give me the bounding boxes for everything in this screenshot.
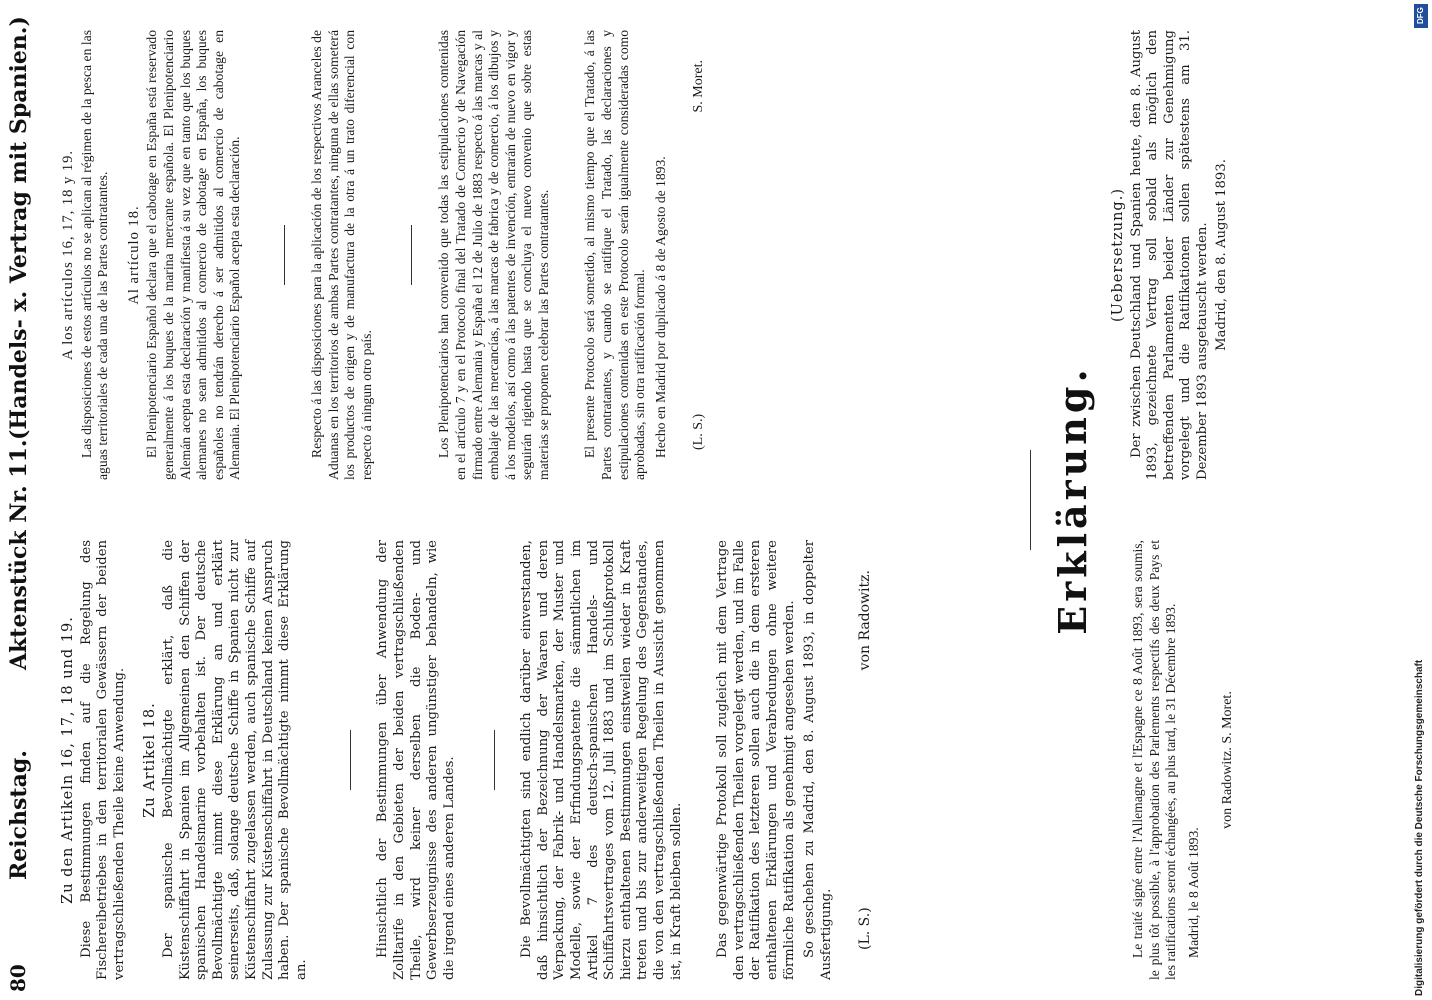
french-signers: von Radowitz. S. Moret. (1220, 691, 1236, 829)
header-left-title: Reichstag. (6, 750, 32, 880)
separator (350, 730, 351, 790)
digitization-credit: Digitalisierung gefördert durch die Deutsche Forschungsgemeinschaft (1414, 659, 1425, 996)
title-rule (1030, 450, 1031, 550)
spanish-art-heading: A los artículos 16, 17, 18 y 19. (60, 149, 76, 361)
german-declaration (1110, 30, 1230, 480)
separator (284, 225, 285, 285)
header-right-title: (Handels- x. Vertrag mit Spanien.) (6, 16, 32, 440)
spanish-art18-heading: Al artículo 18. (125, 205, 142, 305)
french-place-date: Madrid, le 8 Août 1893. (1185, 827, 1201, 958)
german-closing: So geschehen zu Madrid, den 8. August 1893, in doppelter Ausfertigung. (802, 540, 834, 980)
separator (411, 225, 412, 285)
german-art18-text: Der spanische Bevollmächtigte erklärt, daß die Küstenschiffahrt in Spanien im Allgemeinen den Schiffen der spanischen Handelsmarine vorbehalten ist. Der deutsche Bevollmächtigte nimmt diese Erklärung an und erklärt seinerseits, daß, solange deutsche Schiffe in Spanien nicht zur Küstenschiffahrt zugelassen werden, auch spanische Schiffe auf Zulassung zur Küstenschiffahrt in Deutschland keinen Anspruch haben. Der spanische Bevollmächtigte nimmt diese Erklärung an. (160, 540, 309, 980)
spanish-plenip-text: Los Plenipotenciarios han convenido que todas las estipulaciones contenidas en el artículo 7 y en el Protocolo final del Tratado de Comercio y de Navegación firmado entre Alemania y España el 12 de Julio de 1883 respecto á las marcas y al embalaje de las mercancías, á las marcas de fabrica y de comercio, á los dibujos y á los modelos, así como á las patentes de invención, entrarán de nuevo en vigor y seguirán rigiendo hasta que se concluya el nuevo convenio que sobre estas materias se proponen celebrar las Partes contratantes. (436, 30, 551, 480)
german-art-heading: Zu den Artikeln 16, 17, 18 und 19. (60, 616, 76, 904)
german-declaration-place-date: Madrid, den 8. August 1893. (1213, 159, 1229, 351)
separator (494, 730, 495, 790)
german-protokoll-text: Das gegenwärtige Protokoll soll zugleich mit dem Vertrage den vertragschließenden Theilen vorgelegt werden, und im Falle der Ratifikation des letzteren sollen auch die in dem ersteren enthaltenen Erklärungen und Verabredungen ohne weitere förmliche Ratifikation als genehmigt angesehen werden. (715, 540, 797, 980)
german-art-text: Diese Bestimmungen finden auf die Regelung des Fischereibetriebes in den territorialen Gewässern der beiden vertragschließenden Theile keine Anwendung. (78, 540, 127, 980)
spanish-art-text: Las disposiciones de estos artículos no se aplican al régimen de la pesca en las aguas territoriales de cada una de las Partes contratantes. (78, 30, 111, 480)
page-number: 80 (6, 964, 30, 992)
spanish-seal: (L. S.) (691, 413, 707, 450)
spanish-art18-text: El Plenipotenciario Español declara que el cabotage en España está reservado generalmente á los buques de la marina mercante española. El Plenipotenciario Alemán acepta esta declaración y manifiesta á su vez que en tanto que los buques alemanes no sean admitidos al comercio de cabotage en España, los buques españoles no tendrán derecho á ser admitidos al comercio de cabotage en Alemania. El Plenipotenciario Español acepta esta declaración. (144, 30, 243, 480)
spanish-aranceles-text: Respecto á las disposiciones para la aplicación de los respectivos Aranceles de Aduanas en los territorios de ambas Partes contratantes, ninguna de ellas someterá los productos de origen y de manufactura de la otra á un trato diferencial con respecto á ningun otro país. (308, 30, 374, 480)
german-signature-block (849, 540, 874, 980)
spanish-protocolo-text: El presente Protocolo será sometido, al mismo tiempo que el Tratado, á las Partes contratantes, y cuando se ratifique el Tratado, las declaraciones y estipulaciones contenidas en este Protocolo serán igualmente consideradas como aprobadas, sin otra ratificación formal. (582, 30, 648, 480)
german-declaration-text: Der zwischen Deutschland und Spanien heute, den 8. August 1893, gezeichnete Vertrag soll sobald als möglich den betreffenden Parlamenten beider Länder zur Genehmigung vorgelegt und die Ratifikationen sollen spätestens am 31. Dezember 1893 ausgetauscht werden. (1128, 30, 1210, 480)
german-seal: (L. S.) (857, 907, 874, 950)
german-declaration-heading: (Uebersetzung.) (1110, 188, 1126, 322)
spanish-signer: S. Moret. (691, 60, 707, 113)
german-column (60, 540, 874, 980)
header-actenstueck: Aktenstück Nr. 11. (6, 439, 32, 670)
german-bevoll-text: Die Bevollmächtigten sind endlich darüber einverstanden, daß hinsichtlich der Bezeichnung der Waaren und deren Verpackung, der Fabrik- und Handelsmarken, der Muster und Modelle, sowie der Erfindungspatente die sämmtlichen im Artikel 7 des deutsch-spanischen Handels- und Schiffahrtsvertrages vom 12. Juli 1883 und im Schlußprotokoll hierzu enthaltenen Bestimmungen einstweilen wieder in Kraft treten und bis zur anderweitigen Regelung des Gegenstandes, die von den vertragschließenden Theilen in Aussicht genommen ist, in Kraft bleiben sollen. (519, 540, 684, 980)
declaration-title: Erklärung. (1050, 365, 1095, 635)
german-art18-heading: Zu Artikel 18. (142, 702, 159, 818)
french-declaration (1130, 540, 1237, 980)
spanish-closing: Hecho en Madrid por duplicado á 8 de Agosto de 1893. (652, 156, 668, 458)
french-text: Le traité signé entre l'Allemagne et l'Espagne ce 8 Août 1893, sera soumis, le plus tôt possible, à l'approbation des Parlements respectifs des deux Pays et les ratifications seront échangées, au plus tard, le 31 Décembre 1893. (1130, 540, 1179, 980)
spanish-column (60, 30, 708, 480)
dfg-logo: DFG (1414, 4, 1428, 28)
german-zoll-text: Hinsichtlich der Bestimmungen über Anwendung der Zolltarife in den Gebieten der beiden vertragschließenden Theile, wird keiner derselben die Boden- und Gewerbserzeugnisse des anderen ungünstiger behandeln, wie die irgend eines anderen Landes. (375, 540, 457, 980)
german-signer: von Radowitz. (857, 570, 874, 671)
spanish-signature-block (683, 30, 708, 480)
